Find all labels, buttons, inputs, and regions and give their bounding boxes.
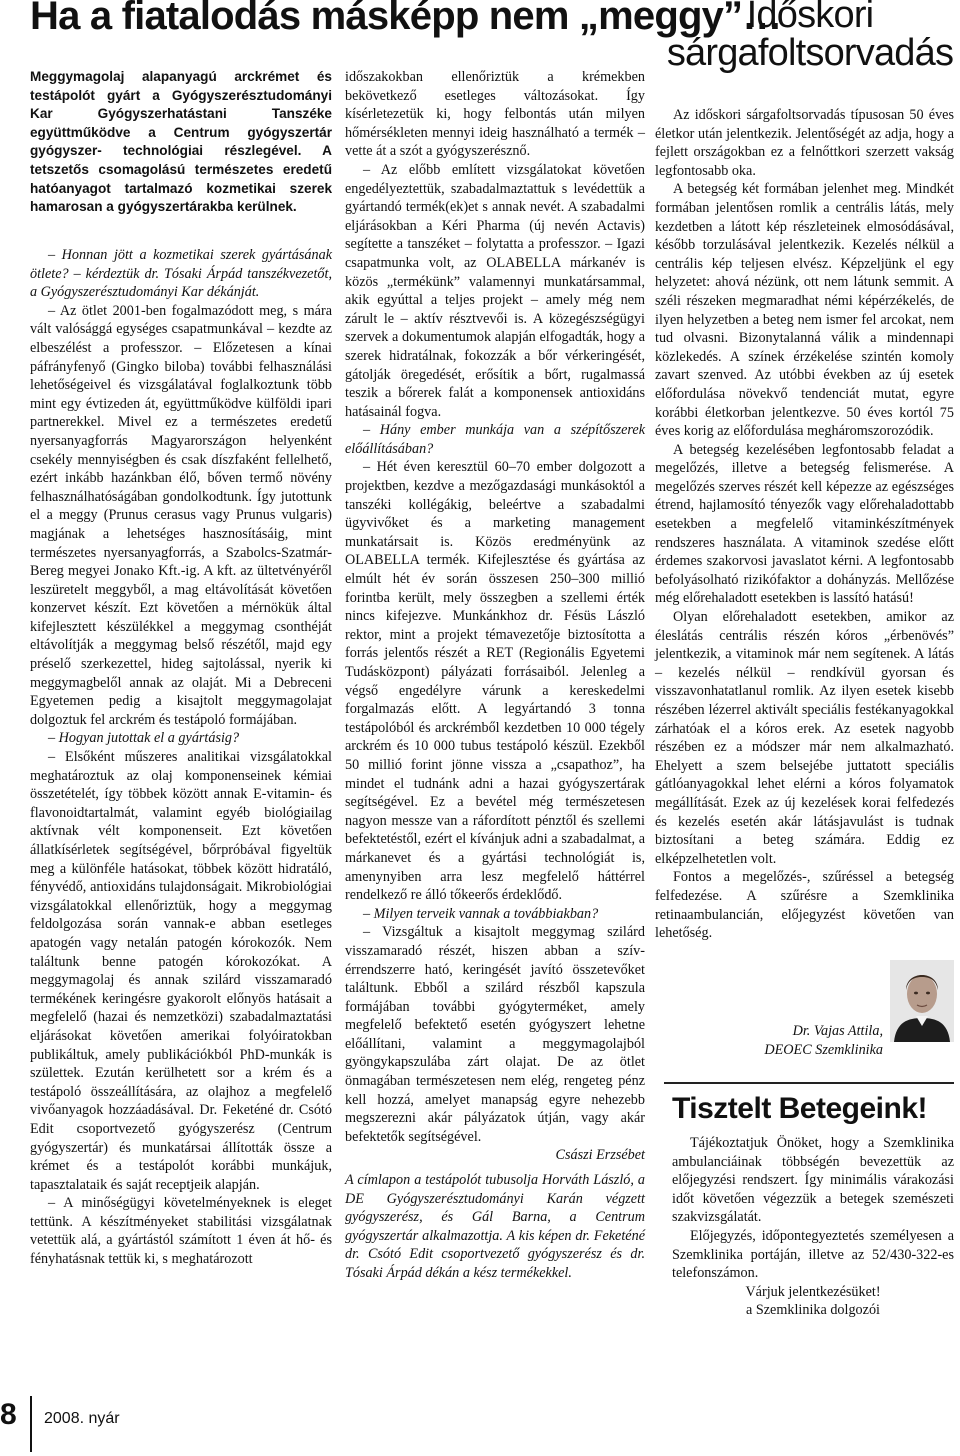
article-lead: Meggymagolaj alapanyagú arckrémet és testápolót gyárt a Gyógyszerésztudományi Kar Gyógyszerhatástani Tanszéke együttműködve a Centrum gyógyszertár gyógyszer- technológiai részlegével. A tetszetős csomagolású természetes eredetű hatóanyagot tartalmazó kozmetikai szerek hamarosan a gyógyszertárakba kerülnek.: [30, 69, 332, 215]
article-paragraph: – Elsőként műszeres analitikai vizsgálatokkal meghatároztuk az olaj komponenseinek kémiai összetételét, így többek között annak E-vitamin- és flavonoidtartalmát, valamint egyéb biológiailag aktívnak vélt komponenseit. Ezt követően állatkísérletek segítségével, bőrpróbával figyeltük meg a különféle hatásokat, többek között hidratáló, fényvédő, antioxidáns tulajdonságait. Mikrobiológiai vizsgálatokkal ellenőriztük, hogy a meggymag feldolgozása során vannak-e abban esetleges apatogén vagy netalán patogén kórokozók. Nem találtunk benne patogén kórokozókat. A meggymagolaj és annak szilárd visszamaradó termékének keringésre gyakorolt előnyös hatásait a megfelelő (hazai és nemzetközi) szabadalmaztatási eljárásokat követően amerikai folyóiratokban publikáltuk, amely publikációkból PhD-munkák is születtek. Ezután kerülhetett sor a krém és a testápoló összeállítására, az olajhoz a megfelelő vivőanyagok hozzáadásával. Dr. Feketéné dr. Csótó Edit csoportvezető gyógyszerész (Centrum gyógyszertár) és munkatársai állították össze a krémet és a testápolót korábbi munkájuk, tapasztalataik és saját receptjeik alapján.: [30, 749, 332, 1193]
sidebar-column: [655, 106, 954, 943]
article-paragraph: – Hány ember munkája van a szépítőszerek előállításában?: [345, 422, 645, 457]
page-number: 8: [0, 1398, 17, 1431]
notice-paragraph: Tájékoztatjuk Önöket, hogy a Szemklinika ambulanciáinak többségén bevezettük az előjegyzési rendszert. Így minimális várakozási időt követően végezzük a betegek szemészeti szakvizsgálatát.: [672, 1135, 954, 1226]
notice-box-title: Tisztelt Betegeink!: [672, 1092, 928, 1125]
issue-label: 2008. nyár: [44, 1410, 120, 1427]
notice-paragraph: Várjuk jelentkezésüket!: [745, 1283, 881, 1300]
sidebar-paragraph: Fontos a megelőzés-, szűréssel a betegség felfedezése. A szűrésre a Szemklinika retinaambulancián, előjegyzést követően van lehetőség.: [655, 869, 954, 942]
author-photo: [890, 960, 954, 1042]
article-paragraph: Császi Erzsébet: [555, 1147, 645, 1164]
article-column-2: [345, 68, 645, 1283]
page-number-rule: [30, 1396, 32, 1452]
article-paragraph: – Honnan jött a kozmetikai szerek gyártásának ötlete? – kérdeztük dr. Tósaki Árpád tanszékvezetőt, a Gyógyszerésztudományi Kar dékánját.: [30, 247, 332, 301]
article-headline: Ha a fiatalodás másképp nem „meggy”…: [30, 0, 782, 38]
signature-org: DEOEC Szemklinika: [764, 1041, 883, 1058]
article-paragraph: – Milyen terveik vannak a továbbiakban?: [363, 905, 599, 922]
box-divider: [664, 1082, 954, 1084]
sidebar-headline: Időskori sárgafoltsorvadás: [666, 0, 954, 74]
article-paragraph: – Hét éven keresztül 60–70 ember dolgozott a projektben, kezdve a mezőgazdasági munkásoktól a tanszéki kollégákig, beleértve a szabadalmi ügyvivőket és a marketing management munkatársait is. Közös eredményünk az OLABELLA termék. Kifejlesztése és gyártása az elmúlt hét év során összesen 250–300 millió forintba került, mely összegben a szellemi érték nincs kifejezve. Munkánkhoz dr. Fésüs László rektor, mint a projekt témavezetője biztosította a forrás jelentős részét a RET (Regionális Egyetemi Tudásközpont) pályázati forrásaiból. Jelenleg a végső engedélyre várunk a kereskedelmi forgalmazás előtt. A legyártandó 3 tonna testápolóból és arckrémből kezdetben 10 000 tégely arckrém és 10 000 tubus testápoló készül. Ezekből 50 millió forint jönne vissza a „csapathoz”, ha mindet el tudnánk adni a hazai gyógyszertárak segítségével. Ez a bevétel még természetesen nagyon messze van a ráfordított pénztől és szellemi befektetéstől, ezért el kívánjuk adni a szabadalmat, a márkanevet és a gyártási technológiát is, amenynyiben arra lesz megfelelő háttérrel rendelkező re álló tőkeerős érdeklődő.: [345, 459, 645, 904]
article-paragraph: A címlapon a testápolót tubusolja Horváth László, a DE Gyógyszerésztudományi Karán végzett gyógyszerész, és Gál Barna, a Centrum gyógyszertár alkalmazottja. A kis képen dr. Feketéné dr. Csótó Edit csoportvezető gyógyszerész és dr. Tósaki Árpád dékán a kész termékekkel.: [345, 1172, 645, 1281]
article-paragraph: – A minőségügyi követelményeknek is eleget tettünk. A készítményeket stabilitási vizsgálatnak vetettük alá, a gyártástól számított 1 éven át hő- és fényhatásnak tettük ki, s meghatározott: [30, 1195, 332, 1268]
signature-name: Dr. Vajas Attila,: [792, 1023, 883, 1039]
sidebar-paragraph: Olyan előrehaladott esetekben, amikor az éleslátás centrális részén kóros „érbenövés” jelentkezik, a vitaminok már nem segítenek. A látás – kezelés nélkül – rendkívül gyorsan és visszavonhatatlanul romlik. Az ilyen esetek kisebb részében lézerrel aktivált speciális festékanyagokkal zárhatóak el a kóros erek. Az esetek nagyobb részében ez a módszer már nem alkalmazható. Ehelyett a szem belsejébe juttatott speciális gátlóanyagokkal lehet elérni a kóros folyamatok megállítását. Ezek az új kezelések korai felfedezés és kezelés esetén akár látásjavulást is tudnak biztosítani a beteg számára. Eddig ez elképzelhetetlen volt.: [655, 609, 954, 867]
sidebar-signature: [655, 1022, 883, 1059]
article-paragraph: – Vizsgáltuk a kisajtolt meggymag szilárd visszamaradó részét, hiszen abban a szív- érrendszerre ható, keringését javító összetevőket találtunk. Ebből a szilárd részből kapszula formájában további gyógyterméket, amely megfelelő befektető esetén gyógyszert lehetne előállítani, valamint a meggymagolajból gyöngykapszulába zárt olajat. De az ötlet önmagában természetesen nem elég, rengeteg pénz kell hozzá, amelyet manapság egyre nehezebb megszerezni akár pályázatok útján, vagy akár befektetők segítségével.: [345, 924, 645, 1145]
article-paragraph: időszakokban ellenőriztük a krémekben bekövetkező esetleges változásokat. Így kísérletezetük ki, hogy felbontás után milyen hőmérsékleten mennyi ideig használható a termék – vette át a szót a gyógyszerésznő.: [345, 69, 645, 160]
article-paragraph: – Az előbb említett vizsgálatokat követően engedélyeztettük, szabadalmaztattuk s levédettük a gyártandó termék(ek)et s annak nevét. A szabadalmi eljárásokban a Kéri Pharma (új nevén Actavis) segítette a tanszéket – folytatta a professzor. – Igazi csapatmunka volt, az OLABELLA márkanév is közös „termékünk” valamennyi munkatársammal, akik egyúttal a teljes projekt – amely még nem zárult le – aktív résztvevői is. A közegészségügyi szervek a dokumentumok alapján elfogadták, hogy a szerek hidratálnak, fokozzák a bőr vérkeringését, gátolják öregedését, erősítik a bőrt, rugalmassá teszik a bőrerek falát a komponensek antioxidáns hatásainál fogva.: [345, 161, 645, 420]
article-paragraph: – Az ötlet 2001-ben fogalmazódott meg, s mára vált valósággá egységes csapatmunkával – kezdte az elbeszélést a professzor. – Előzetesen a kínai páfrányfenyő (Gingko biloba) további felhasználási lehetőségeivel és vizsgálatával foglalkoztunk több mint egy évtizeden át, együttműködve külföldi ipari partnerekkel. Mivel ez a természetes eredetű nyersanyagforrás Magyarországon helyenként csekély mennyiségben és csak díszfaként fellelhető, ezért inkább hazánkban élő, bőven termő növény felhasználhatóságában gondolkodtunk. Így jutottunk el a meggy (Prunus cerasus vagy Prunus vulgaris) magjának a lehetséges hasznosításáig, mint természetes nyersanyagforrás, a Szabolcs-Szatmár-Bereg megyei Jonako Kft.-ig. A kft. az ültetvényéről leszüretelt meggyből, a mag eltávolítását követően konzervet készít. Ezt követően a mérnökük által kifejlesztett készülékkel a meggymag csonthéját eltávolítják a meggymag belső részétől, majd egy préselő szerkezettel, hideg sajtolással, nyerik ki meggymagbelől annak az olaját. Mi a Debreceni Egyetemen pedig a kisajtolt meggymagolajat dolgoztuk fel arckrém és testápoló formájában.: [30, 302, 332, 728]
sidebar-paragraph: A betegség két formában jelenhet meg. Mindkét formában jelentősen romlik a centrális látás, mely kezdetben a látott kép részleteinek elmosódásával, később torzulásával jelentkezik. Kezelés nélkül a centrális kép teljesen elvész. Képzeljünk el egy helyzetet: ahová nézünk, ott nem látunk semmit. A széli részeken megmaradhat némi képérzékelés, de ilyen helyzetben a beteg nem ismer fel arcokat, nem tud olvasni. Bizonytalanná válik a mindennapi közlekedés. A színek érzékelése szintén komoly zavart szenved. Az utóbbi években az új esetek előfordulása növekvő tendenciát mutat, egyre korábbi életkorban jelentkezve. 50 éves kortól 75 éves korig az előfordulása megháromszorozódik.: [655, 181, 954, 440]
sidebar-paragraph: Az időskori sárgafoltsorvadás típusosan 50 éves életkor után jelentkezik. Jelentőségét az adja, hogy a fejlett országokban ez a felnőttkori szerzett vakság legfontosabb oka.: [655, 107, 954, 179]
article-column-1: [30, 246, 332, 1269]
article-paragraph: – Hogyan jutottak el a gyártásig?: [48, 730, 240, 747]
sidebar-paragraph: A betegség kezelésében legfontosabb feladat a megelőzés, illetve a betegség felismerése. A megelőzés szerves részét kell képezze az egészséges étrend, hajlamosító tényezők vagy előrehaladottabb esetekben a megfelelő vitaminkészítmények rendszeres használata. A vitaminok szedése előtt érdemes szakorvosi javaslatot kérni. A legfontosabb befolyásolható rizikófaktor a dohányzás. Mellőzése még előrehaladott esetekben is lassító hatású!: [655, 441, 954, 607]
notice-box-body: [672, 1134, 954, 1320]
notice-paragraph: Előjegyzés, időpontegyeztetés személyesen a Szemklinika portáján, illetve az 52/430-322-es telefonszámon.: [672, 1227, 954, 1282]
notice-paragraph: a Szemklinika dolgozói: [746, 1302, 880, 1319]
